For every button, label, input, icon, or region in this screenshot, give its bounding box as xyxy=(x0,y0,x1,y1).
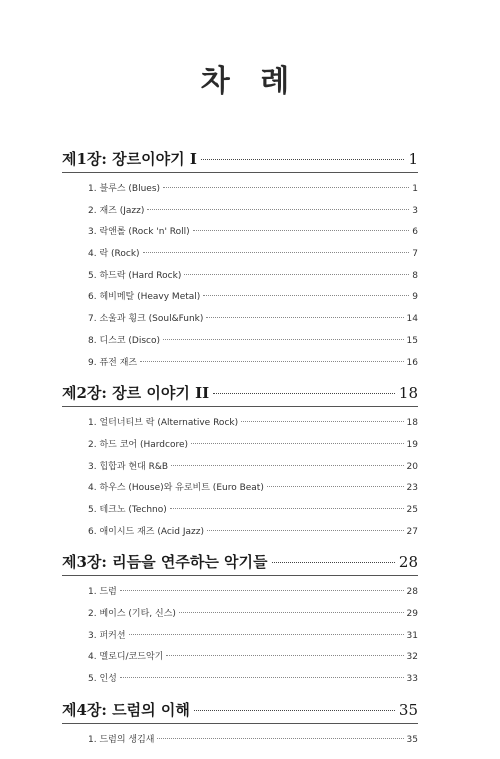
dot-leader xyxy=(147,209,409,210)
chapter-heading[interactable] xyxy=(62,551,418,576)
toc-item-page: 9 xyxy=(412,292,418,303)
toc-item-page: 28 xyxy=(406,587,418,598)
page-title: 차 례 xyxy=(200,64,300,99)
toc-item-page: 35 xyxy=(406,734,418,745)
dot-leader xyxy=(179,612,404,613)
dot-leader xyxy=(191,443,404,444)
chapter-2 xyxy=(62,382,418,543)
toc-item-page: 15 xyxy=(406,335,418,346)
toc-item-title: 1. 드럼 xyxy=(88,587,117,598)
toc-item-page: 33 xyxy=(406,674,418,685)
toc-item-page: 14 xyxy=(406,314,418,325)
toc-item-page: 32 xyxy=(406,652,418,663)
dot-leader xyxy=(129,634,404,635)
dot-leader xyxy=(120,590,404,591)
toc-item-page: 29 xyxy=(406,609,418,619)
toc-item[interactable] xyxy=(62,222,418,244)
toc-item-title: 6. 애이시드 재즈 (Acid Jazz) xyxy=(88,526,204,537)
chapter-page-number: 18 xyxy=(398,384,418,403)
toc-item-page: 31 xyxy=(406,630,418,641)
toc-item[interactable] xyxy=(62,478,418,500)
toc-item[interactable] xyxy=(62,730,418,752)
toc-item[interactable] xyxy=(62,244,418,266)
toc-item-title: 4. 하우스 (House)와 유로비트 (Euro Beat) xyxy=(88,483,264,494)
toc-item-title: 4. 멜로디/코드악기 xyxy=(88,652,164,663)
toc-item-page: 23 xyxy=(406,483,418,494)
chapter-page-number: 35 xyxy=(398,700,418,719)
chapter-title: 제2장: 장르 이야기 II xyxy=(62,384,210,403)
toc-item[interactable] xyxy=(62,626,418,648)
toc-item-title: 1. 블루스 (Blues) xyxy=(88,184,161,194)
toc-item-title: 3. 힙합과 현대 R&B xyxy=(88,461,169,472)
chapter-1 xyxy=(62,148,418,374)
toc-item-title: 5. 인성 xyxy=(88,674,117,685)
chapter-title: 제4장: 드럼의 이해 xyxy=(62,700,190,719)
chapter-title: 제1장: 장르이야기 I xyxy=(62,150,197,168)
toc-item-title: 1. 얼터너티브 락 (Alternative Rock) xyxy=(88,418,239,429)
dot-leader xyxy=(163,339,404,340)
toc-item-title: 1. 드럼의 생김새 xyxy=(88,734,155,745)
dot-leader xyxy=(184,274,409,275)
toc-item-page: 7 xyxy=(412,249,418,260)
toc-item-page: 18 xyxy=(406,418,418,429)
dot-leader xyxy=(157,738,403,739)
toc-item-page: 19 xyxy=(406,439,418,450)
chapter-heading[interactable] xyxy=(62,699,418,724)
dot-leader xyxy=(166,655,403,656)
toc-item-title: 5. 테크노 (Techno) xyxy=(88,504,167,515)
toc-item-title: 2. 재즈 (Jazz) xyxy=(88,205,145,216)
chapter-page-number: 1 xyxy=(408,150,418,168)
toc-item-page: 1 xyxy=(412,184,418,194)
toc-item-title: 9. 퓨전 재즈 xyxy=(88,357,138,368)
toc-item[interactable] xyxy=(62,287,418,309)
dot-leader xyxy=(207,530,404,531)
toc-item[interactable] xyxy=(62,266,418,288)
chapter-page-number: 28 xyxy=(398,553,418,572)
toc-item[interactable] xyxy=(62,413,418,435)
toc-item-title: 6. 헤비메탈 (Heavy Metal) xyxy=(88,292,201,303)
toc-item-page: 20 xyxy=(406,461,418,472)
toc-item[interactable] xyxy=(62,604,418,626)
toc-item[interactable] xyxy=(62,201,418,223)
toc-item-title: 4. 락 (Rock) xyxy=(88,249,140,260)
toc-item[interactable] xyxy=(62,582,418,604)
dot-leader xyxy=(120,677,404,678)
toc-item-title: 8. 디스코 (Disco) xyxy=(88,335,160,346)
chapter-heading[interactable] xyxy=(62,148,418,173)
toc-item[interactable] xyxy=(62,647,418,669)
table-of-contents xyxy=(62,148,418,759)
toc-item[interactable] xyxy=(62,353,418,375)
dot-leader xyxy=(193,230,410,231)
chapter-heading[interactable] xyxy=(62,382,418,407)
toc-item-page: 16 xyxy=(406,357,418,368)
chapter-title: 제3장: 리듬을 연주하는 악기들 xyxy=(62,553,268,572)
toc-item-title: 2. 하드 코어 (Hardcore) xyxy=(88,439,188,450)
dot-leader xyxy=(163,187,409,188)
toc-item[interactable] xyxy=(62,309,418,331)
toc-item-page: 8 xyxy=(412,270,418,281)
toc-item-title: 7. 소울과 휭크 (Soul&Funk) xyxy=(88,314,204,325)
toc-item-title: 3. 락앤롤 (Rock 'n' Roll) xyxy=(88,227,190,238)
dot-leader xyxy=(203,295,409,296)
toc-item[interactable] xyxy=(62,435,418,457)
dot-leader xyxy=(241,421,403,422)
toc-item[interactable] xyxy=(62,457,418,479)
dot-leader xyxy=(194,710,395,711)
toc-item-title: 2. 베이스 (기타, 신스) xyxy=(88,609,176,619)
toc-item-title: 3. 퍼커션 xyxy=(88,630,126,641)
toc-item-page: 3 xyxy=(412,205,418,216)
toc-item-page: 27 xyxy=(406,526,418,537)
dot-leader xyxy=(171,465,403,466)
toc-item[interactable] xyxy=(62,669,418,691)
toc-item-title: 5. 하드락 (Hard Rock) xyxy=(88,270,182,281)
dot-leader xyxy=(206,317,403,318)
dot-leader xyxy=(140,361,403,362)
dot-leader xyxy=(267,486,404,487)
chapter-4 xyxy=(62,699,418,752)
toc-item[interactable] xyxy=(62,331,418,353)
toc-item[interactable] xyxy=(62,522,418,544)
dot-leader xyxy=(213,393,395,394)
toc-item-page: 25 xyxy=(406,504,418,515)
toc-item-page: 6 xyxy=(412,227,418,238)
dot-leader xyxy=(170,508,404,509)
toc-item[interactable] xyxy=(62,500,418,522)
dot-leader xyxy=(143,252,410,253)
toc-item[interactable] xyxy=(62,179,418,201)
dot-leader xyxy=(201,159,405,160)
dot-leader xyxy=(272,562,395,563)
chapter-3 xyxy=(62,551,418,690)
